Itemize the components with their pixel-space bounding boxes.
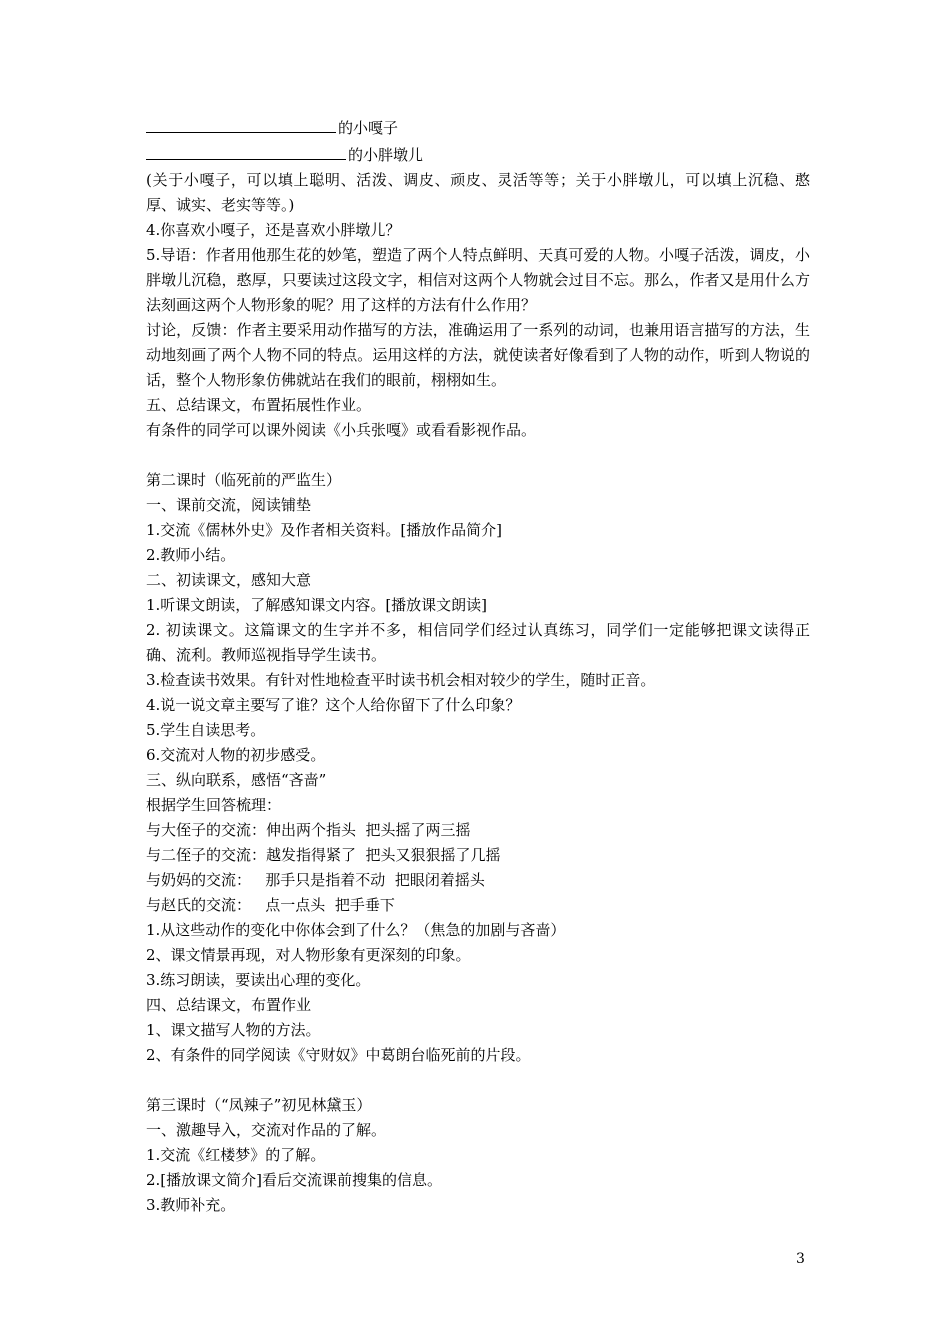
page-number: 3 [796,1251,805,1267]
step-5-heading: 五、总结课文，布置拓展性作业。 [146,396,372,414]
extended-homework: 有条件的同学可以课外阅读《小兵张嘎》或看看影视作品。 [146,421,537,439]
lesson-2-step-4-item-1: 1、课文描写人物的方法。 [146,1021,321,1039]
lesson-2-step-4-item-2: 2、有条件的同学阅读《守财奴》中葛朗台临死前的片段。 [146,1046,531,1064]
lesson-2-step-2: 二、初读课文，感知大意 [146,571,312,589]
lesson-2-step-1-item-2: 2.教师小结。 [146,546,236,564]
lesson-2-title: 第二课时（临死前的严监生） [146,471,342,489]
paragraph-gap [146,1068,810,1093]
lesson-2-step-1: 一、课前交流，阅读铺垫 [146,496,312,514]
lesson-3-title: 第三课时（“凤辣子”初见林黛玉） [146,1096,372,1114]
lesson-2-step-3-item-3: 3.练习朗读，要读出心理的变化。 [146,971,371,989]
question-5-intro: 5.导语：作者用他那生花的妙笔，塑造了两个人特点鲜明、天真可爱的人物。小嘎子活泼，调皮，小胖墩儿沉稳，憨厚，只要读过这段文字，相信对这两个人物就会过目不忘。那么，作者又是用什么方法刻画这两个人物形象的呢？用了这样的方法有什么作用？ [146,246,810,314]
lesson-3-step-1-item-1: 1.交流《红楼梦》的了解。 [146,1146,326,1164]
fill-in-blank[interactable] [146,141,346,160]
discussion-feedback: 讨论，反馈：作者主要采用动作描写的方法，准确运用了一系列的动词，也兼用语言描写的方法，生动地刻画了两个人物不同的特点。运用这样的方法，就使读者好像看到了人物的动作，听到人物说的话，整个人物形象仿佛就站在我们的眼前，栩栩如生。 [146,321,810,389]
exchange-with-nanny: 与奶妈的交流： 那手只是指着不动 把眼闭着摇头 [146,871,485,889]
lesson-2-step-2-item-1: 1.听课文朗读，了解感知课文内容。[播放课文朗读] [146,596,488,614]
question-4: 4.你喜欢小嘎子，还是喜欢小胖墩儿？ [146,221,401,239]
lesson-2-step-3-item-1: 1.从这些动作的变化中你体会到了什么？（焦急的加剧与吝啬） [146,921,566,939]
lesson-3-step-1: 一、激趣导入，交流对作品的了解。 [146,1121,387,1139]
lesson-2-step-2-item-5: 5.学生自读思考。 [146,721,266,739]
lesson-2-step-3: 三、纵向联系，感悟“吝啬” [146,771,327,789]
fill-in-line-2 [146,141,810,168]
lesson-3-step-1-item-2: 2.[播放课文简介]看后交流课前搜集的信息。 [146,1171,443,1189]
lesson-3-step-1-item-3: 3.教师补充。 [146,1196,236,1214]
exchange-with-second-nephew: 与二侄子的交流：越发指得紧了 把头又狠狠摇了几摇 [146,846,501,864]
lesson-2-step-2-item-2: 2. 初读课文。这篇课文的生字并不多，相信同学们经过认真练习，同学们一定能够把课文读得正确、流利。教师巡视指导学生读书。 [146,621,810,664]
lesson-2-step-2-item-3: 3.检查读书效果。有针对性地检查平时读书机会相对较少的学生，随时正音。 [146,671,656,689]
lesson-2-step-3-item-2: 2、课文情景再现，对人物形象有更深刻的印象。 [146,946,471,964]
lesson-2-step-2-item-4: 4.说一说文章主要写了谁？这个人给你留下了什么印象？ [146,696,521,714]
paragraph-gap [146,443,810,468]
fill-in-blank[interactable] [146,114,336,133]
exchange-with-elder-nephew: 与大侄子的交流：伸出两个指头 把头摇了两三摇 [146,821,471,839]
lesson-2-step-2-item-6: 6.交流对人物的初步感受。 [146,746,326,764]
lesson-2-step-3-intro: 根据学生回答梳理： [146,796,282,814]
fill-in-line-1 [146,114,810,141]
lesson-2-step-1-item-1: 1.交流《儒林外史》及作者相关资料。[播放作品简介] [146,521,503,539]
fill-in-suffix: 的小嘎子 [338,119,399,137]
exchange-with-zhao: 与赵氏的交流： 点一点头 把手垂下 [146,896,395,914]
fill-in-suffix: 的小胖墩儿 [348,146,424,164]
answer-note: (关于小嘎子，可以填上聪明、活泼、调皮、顽皮、灵活等等；关于小胖墩儿，可以填上沉稳、憨厚、诚实、老实等等。) [146,171,810,214]
page-body [146,114,810,1218]
lesson-2-step-4: 四、总结课文，布置作业 [146,996,312,1014]
